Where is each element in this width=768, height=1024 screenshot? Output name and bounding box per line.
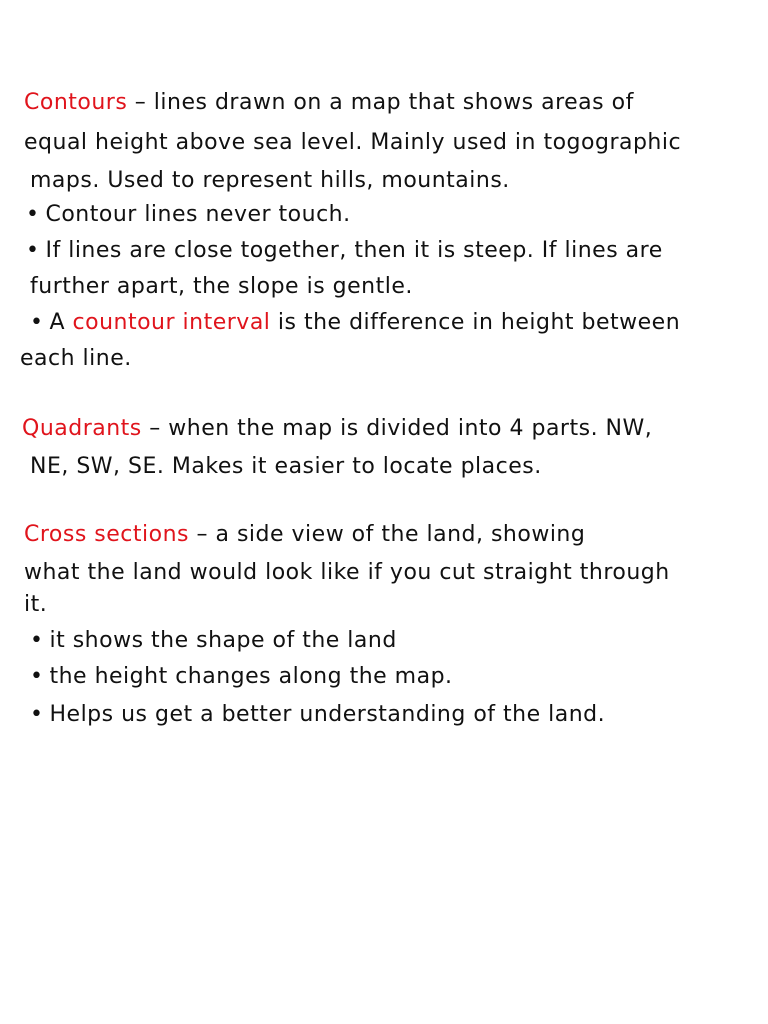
bullet-icon: • xyxy=(30,664,44,689)
cross-sections-term: Cross sections xyxy=(24,522,189,547)
contours-bullet-1-text: Contour lines never touch. xyxy=(45,202,351,227)
contours-definition-line-3: maps. Used to represent hills, mountains. xyxy=(30,168,510,193)
contours-bullet-1 xyxy=(26,200,351,230)
quadrants-term: Quadrants xyxy=(22,416,142,441)
cross-sections-definition-line-3: it. xyxy=(24,592,48,617)
bullet-icon: • xyxy=(26,238,40,263)
contours-bullet-2-line-2: further apart, the slope is gentle. xyxy=(30,274,413,299)
cross-sections-definition-line-1 xyxy=(24,520,585,550)
cross-sections-bullet-2-text: the height changes along the map. xyxy=(49,664,453,689)
bullet-icon: • xyxy=(30,628,44,653)
cross-sections-bullet-1 xyxy=(30,626,397,656)
cross-sections-definition-text-1: – a side view of the land, showing xyxy=(189,522,586,547)
cross-sections-bullet-3 xyxy=(30,700,605,730)
bullet-icon: • xyxy=(26,202,40,227)
bullet-icon: • xyxy=(30,310,44,335)
contours-bullet-3-rest: is the difference in height between xyxy=(270,310,681,335)
cross-sections-bullet-2 xyxy=(30,662,453,692)
contours-term: Contours xyxy=(24,90,128,115)
contours-bullet-3-line-2: each line. xyxy=(20,346,132,371)
contours-bullet-3-prefix: A xyxy=(49,310,73,335)
contours-bullet-3-line-1 xyxy=(30,308,680,338)
contours-definition-line-1 xyxy=(24,88,634,118)
contours-bullet-2-text-1: If lines are close together, then it is steep. If lines are xyxy=(45,238,663,263)
cross-sections-bullet-1-text: it shows the shape of the land xyxy=(49,628,397,653)
contour-interval-term: countour interval xyxy=(72,310,271,335)
quadrants-definition-line-2: NE, SW, SE. Makes it easier to locate places. xyxy=(30,454,542,479)
contours-bullet-2-line-1 xyxy=(26,236,663,266)
bullet-icon: • xyxy=(30,702,44,727)
quadrants-definition-text-1: – when the map is divided into 4 parts. NW, xyxy=(141,416,653,441)
quadrants-definition-line-1 xyxy=(22,414,652,444)
contours-definition-text-1: – lines drawn on a map that shows areas of xyxy=(127,90,634,115)
cross-sections-definition-line-2: what the land would look like if you cut straight through xyxy=(24,560,670,585)
cross-sections-bullet-3-text: Helps us get a better understanding of the land. xyxy=(49,702,606,727)
contours-definition-line-2: equal height above sea level. Mainly used in togographic xyxy=(24,130,682,155)
